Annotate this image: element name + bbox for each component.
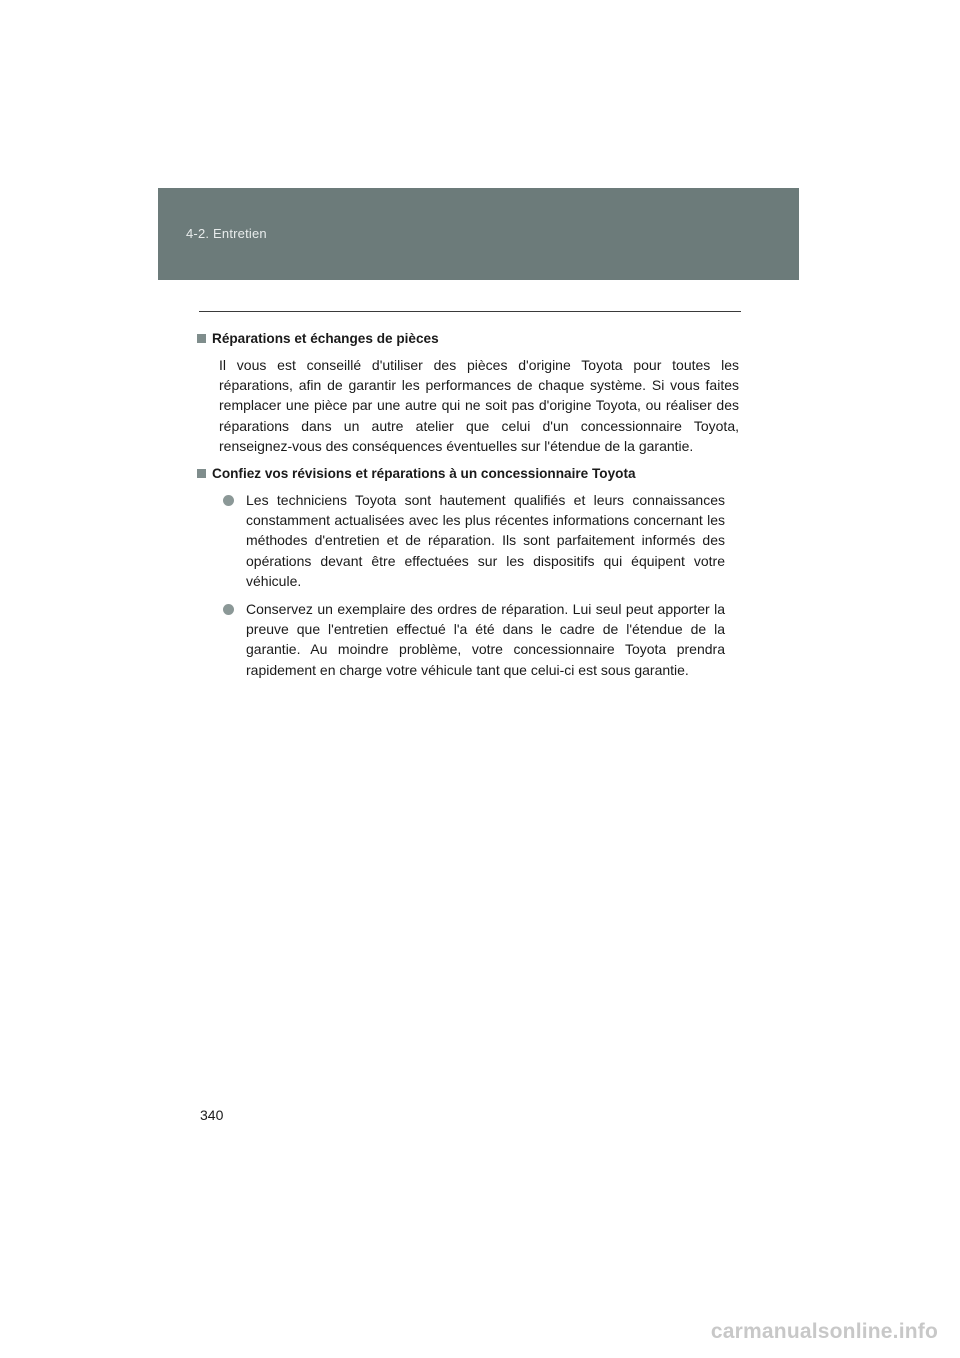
section-divider [199, 311, 741, 312]
section-paragraph: Il vous est conseillé d'utiliser des pièces d'origine Toyota pour toutes les réparations, afin de garantir les performances de chaque système. Si vous faites remplacer une pièce par une autre qui ne soit pas d'origine Toyota, ou réaliser des réparations dans un autre atelier que celui d'un concessionnaire Toyota, renseignez-vous des conséquences éventuelles sur l'étendue de la garantie. [219, 357, 739, 454]
list-item [196, 490, 739, 591]
page-content [196, 329, 739, 688]
bullet-list [196, 490, 739, 680]
circle-bullet-icon [223, 604, 234, 615]
section-heading-repairs [196, 329, 739, 349]
page-number: 340 [200, 1107, 224, 1123]
circle-bullet-icon [223, 495, 234, 506]
section-heading-text: Confiez vos révisions et réparations à un concessionnaire Toyota [212, 466, 636, 482]
list-item-text: Conservez un exemplaire des ordres de réparation. Lui seul peut apporter la preuve que l'entretien effectué l'a été dans le cadre de l'étendue de la garantie. Au moindre problème, votre concessionnaire Toyota prendra rapidement en charge votre véhicule tant que celui-ci est sous garantie. [246, 601, 725, 678]
list-item-text: Les techniciens Toyota sont hautement qualifiés et leurs connaissances constamment actualisées avec les plus récentes informations concernant les méthodes d'entretien et de réparation. Ils sont parfaitement informés des opérations devant être effectuées sur les dispositifs qui équipent votre véhicule. [246, 492, 725, 589]
section-heading-text: Réparations et échanges de pièces [212, 331, 439, 346]
watermark: carmanualsonline.info [710, 1320, 938, 1343]
list-item [196, 599, 739, 680]
section-heading-dealer [196, 464, 739, 484]
section-label: 4-2. Entretien [186, 226, 267, 241]
section-header-band [158, 188, 799, 280]
square-bullet-icon [197, 334, 206, 343]
square-bullet-icon [197, 469, 206, 478]
